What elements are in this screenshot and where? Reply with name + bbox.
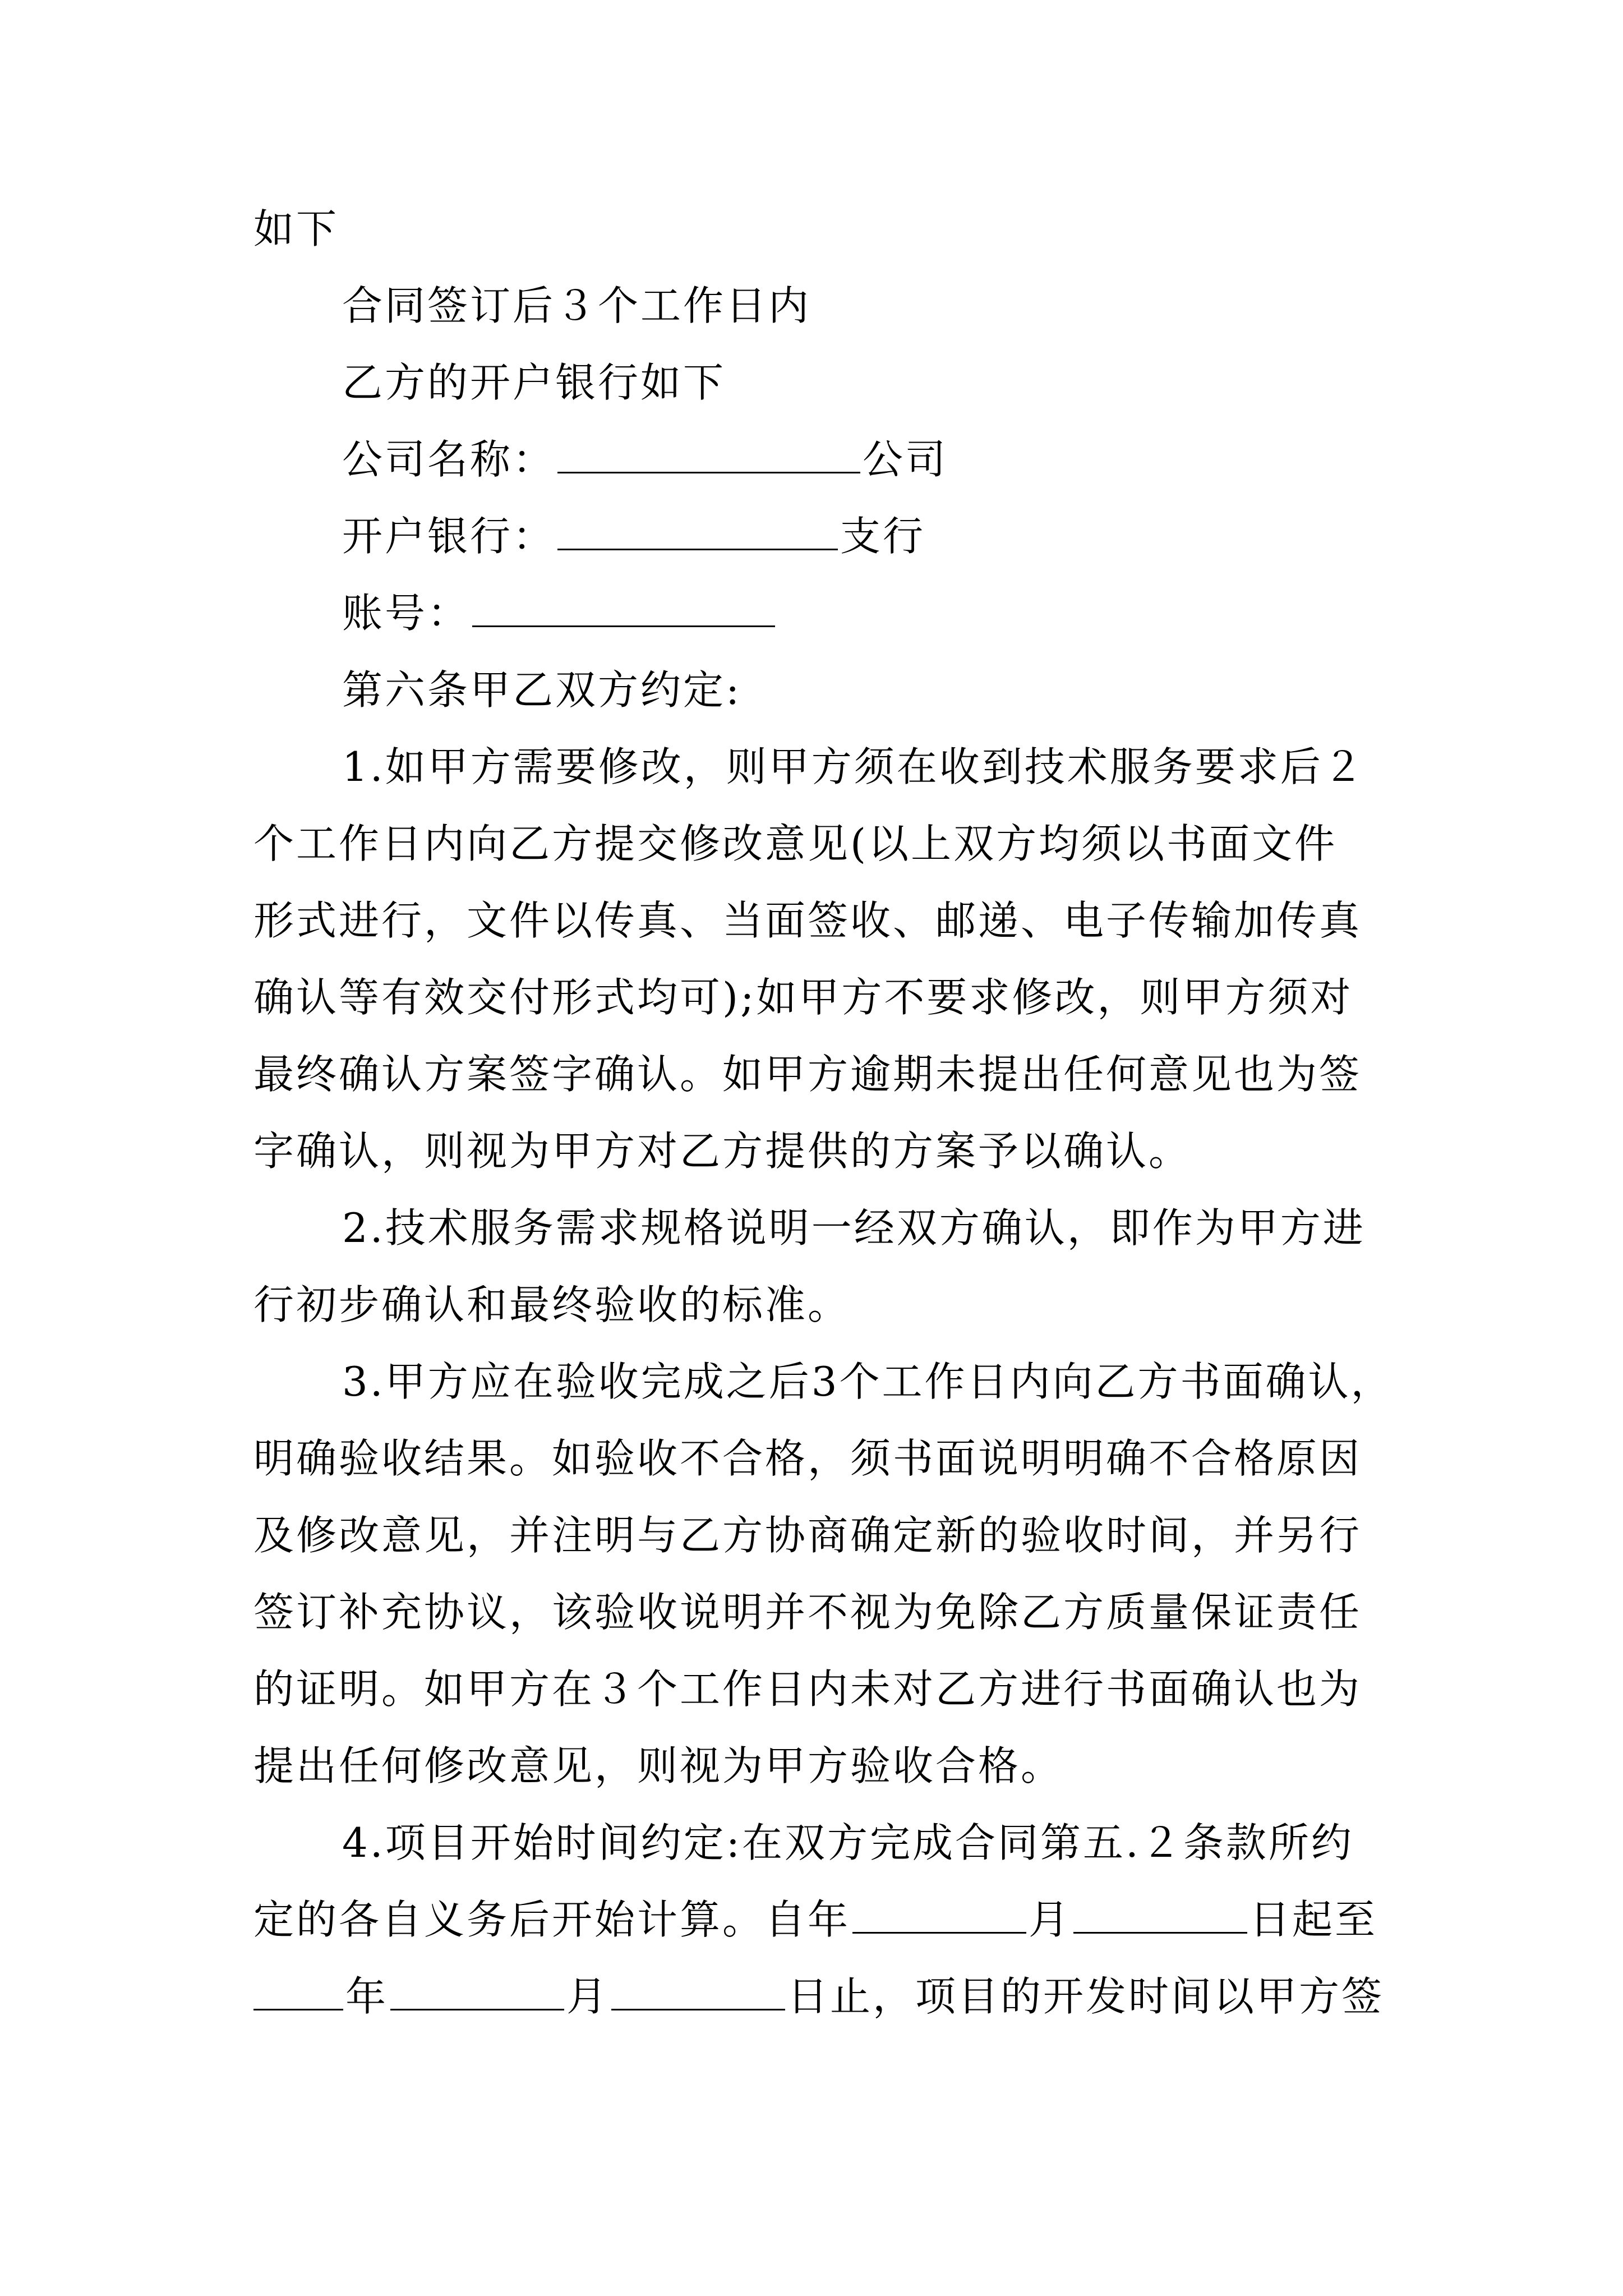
text-line: 乙方的开户银行如下 (342, 359, 726, 406)
clause-4-date-end-line (253, 1958, 1385, 2035)
clause-3-line: 提出任何修改意见，则视为甲方验收合格。 (253, 1742, 1064, 1789)
clause-2-line: 行初步确认和最终验收的标准。 (253, 1281, 851, 1328)
clause-1-line: 最终确认方案签字确认。如甲方逾期未提出任何意见也为签 (253, 1051, 1362, 1098)
start-month-blank (852, 1898, 1026, 1934)
text-line: 合同签订后３个工作日内 (342, 282, 811, 329)
clause-4-date-start-line (253, 1881, 1381, 1958)
start-day-blank (1073, 1898, 1247, 1934)
account-blank (472, 592, 775, 627)
end-day-blank (611, 1975, 785, 2010)
company-name-suffix: 公司 (863, 436, 948, 483)
end-month-blank (390, 1975, 564, 2010)
clause-1-line: 形式进行，文件以传真、当面签收、邮递、电子传输加传真 (253, 897, 1362, 944)
clause-1-line: 1.如甲方需要修改，则甲方须在收到技术服务要求后２ (342, 743, 1366, 790)
clause-3-line: 及修改意见，并注明与乙方协商确定新的验收时间，并另行 (253, 1512, 1362, 1559)
company-name-label: 公司名称： (342, 436, 556, 483)
clause-4-text: 日止，项目的开发时间以甲方签 (787, 1973, 1385, 2020)
clause-3-line: 签订补充协议，该验收说明并不视为免除乙方质量保证责任 (253, 1589, 1362, 1636)
bank-blank (557, 515, 838, 550)
clause-1-line: 个工作日内向乙方提交修改意见(以上双方均须以书面文件 (253, 820, 1338, 867)
bank-label: 开户银行： (342, 513, 556, 560)
company-name-blank (557, 438, 860, 473)
end-year-blank (253, 1975, 343, 2010)
account-label: 账号： (342, 590, 471, 637)
clause-3-line: 的证明。如甲方在３个工作日内未对乙方进行书面确认也为 (253, 1665, 1362, 1713)
account-line (253, 575, 1381, 652)
clause-2-line: 2.技术服务需求规格说明一经双方确认，即作为甲方进 (342, 1204, 1366, 1251)
article-heading: 第六条甲乙双方约定: (342, 666, 742, 714)
text-line: 如下 (253, 205, 339, 252)
clause-1-line: 字确认，则视为甲方对乙方提供的方案予以确认。 (253, 1128, 1192, 1175)
document-body (253, 191, 1394, 2035)
clause-4-text: 日起至 (1249, 1896, 1378, 1943)
clause-4-text: 年 (345, 1973, 389, 2020)
company-name-line (253, 421, 1381, 498)
clause-1-line: 确认等有效交付形式均可);如甲方不要求修改，则甲方须对 (253, 974, 1353, 1021)
clause-4-line: 4.项目开始时间约定:在双方完成合同第五.２条款所约 (342, 1819, 1354, 1866)
clause-3-line: 3.甲方应在验收完成之后3个工作日内向乙方书面确认， (342, 1358, 1394, 1405)
clause-4-text: 月 (566, 1973, 610, 2020)
clause-3-line: 明确验收结果。如验收不合格，须书面说明明确不合格原因 (253, 1435, 1362, 1482)
bank-line (253, 498, 1381, 575)
clause-4-text: 定的各自义务后开始计算。自年 (253, 1896, 851, 1943)
clause-4-text: 月 (1029, 1896, 1072, 1943)
bank-suffix: 支行 (840, 513, 926, 560)
